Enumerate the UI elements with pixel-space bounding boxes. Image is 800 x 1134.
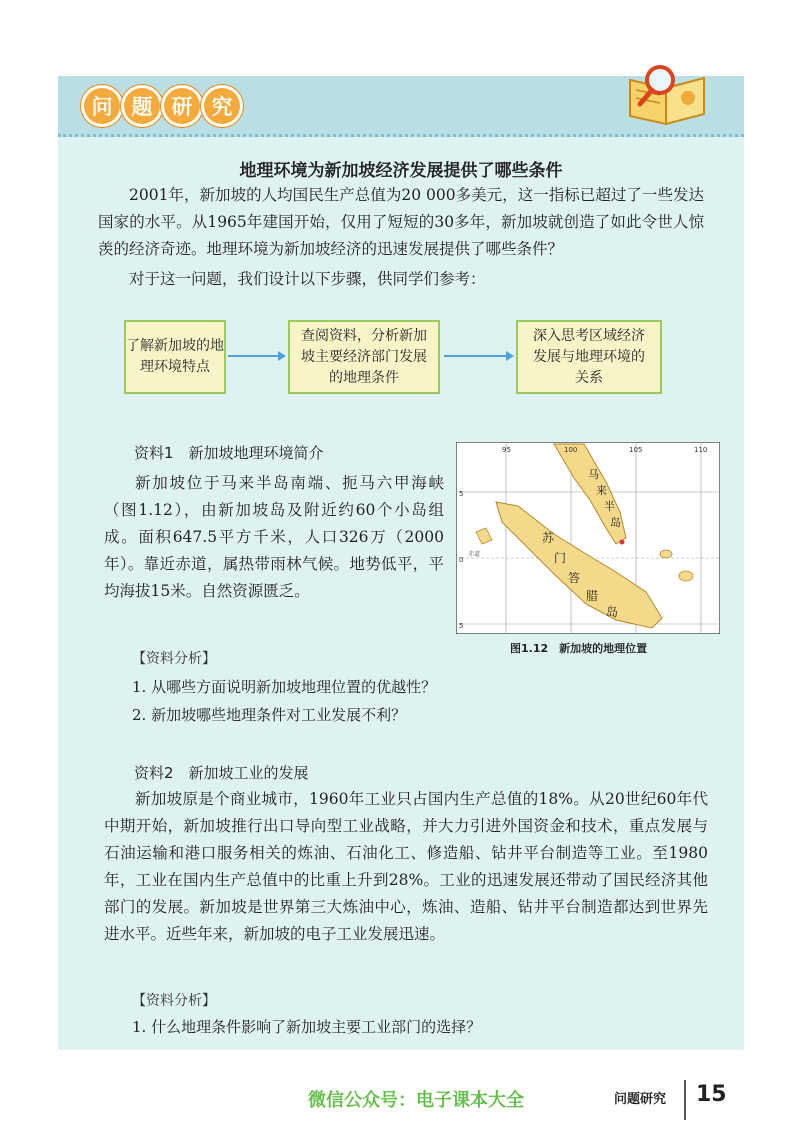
banner-char: 问 bbox=[84, 88, 120, 124]
map-lat-label: 5 bbox=[459, 622, 464, 630]
material1-analysis-tag: 【资料分析】 bbox=[132, 651, 216, 667]
flow-step-3: 深入思考区域经济发展与地理环境的关系 bbox=[516, 320, 662, 394]
page-number: 15 bbox=[696, 1082, 727, 1107]
flow-step-2: 查阅资料，分析新加坡主要经济部门发展的地理条件 bbox=[288, 320, 440, 394]
map-place-label: 苏 bbox=[542, 531, 555, 545]
material2-title: 资料2 新加坡工业的发展 bbox=[134, 764, 309, 782]
map-caption: 图1.12 新加坡的地理位置 bbox=[510, 642, 648, 655]
map-lat-label: 0 bbox=[459, 556, 464, 564]
singapore-location-map bbox=[456, 442, 720, 634]
banner-char: 研 bbox=[164, 88, 200, 124]
intro-steps-text: 对于这一问题，我们设计以下步骤，供同学们参考： bbox=[129, 270, 486, 288]
flow-arrow-icon bbox=[442, 348, 516, 364]
material1-question-1: 1. 从哪些方面说明新加坡地理位置的优越性？ bbox=[132, 678, 437, 696]
map-lon-label: 95 bbox=[502, 446, 511, 454]
book-magnifier-icon bbox=[626, 62, 708, 128]
flow-arrow-icon bbox=[226, 348, 288, 364]
map-place-label: 腊 bbox=[586, 589, 599, 603]
map-place-label: 岛 bbox=[610, 516, 621, 529]
map-place-label: 来 bbox=[596, 484, 607, 497]
map-place-label: 门 bbox=[554, 551, 567, 565]
watermark-text: 微信公众号：电子课本大全 bbox=[308, 1090, 524, 1111]
material1-question-2: 2. 新加坡哪些地理条件对工业发展不利？ bbox=[132, 706, 407, 724]
material2-question-1: 1. 什么地理条件影响了新加坡主要工业部门的选择？ bbox=[132, 1018, 482, 1036]
map-place-label: 马 bbox=[588, 468, 599, 481]
map-place-label: 半 bbox=[604, 500, 615, 513]
material1-text: 新加坡位于马来半岛南端、扼马六甲海峡（图1.12），由新加坡岛及附近约60个小岛组成。面积647.5平方千米，人口326万（2000年）。靠近赤道，属热带雨林气候。地势低平，平均海拔15米。自然资源匮乏。 bbox=[104, 474, 444, 600]
map-place-label: 答 bbox=[568, 571, 581, 585]
material2-analysis-tag: 【资料分析】 bbox=[132, 993, 216, 1009]
map-lon-label: 110 bbox=[694, 446, 708, 454]
flow-step-1: 了解新加坡的地理环境特点 bbox=[124, 320, 226, 394]
map-lon-label: 105 bbox=[629, 446, 643, 454]
material2-text: 新加坡原是个商业城市，1960年工业只占国内生产总值的18%。从20世纪60年代中期开始，新加坡推行出口导向型工业战略，并大力引进外国资金和技术，重点发展与石油运输和港口服务相关的炼油、石油化工、修造船、钻井平台制造等工业。至1980年，工业在国内生产总值中的比重上升到28%。工业的迅速发展还带动了国民经济其他部门的发展。新加坡是世界第三大炼油中心，炼油、造船、钻井平台制造都达到世界先进水平。近些年来，新加坡的电子工业发展迅速。 bbox=[104, 790, 708, 943]
map-lon-label: 100 bbox=[564, 446, 578, 454]
banner-char: 究 bbox=[204, 88, 240, 124]
footer-divider bbox=[684, 1080, 686, 1120]
material1-title: 资料1 新加坡地理环境简介 bbox=[134, 444, 324, 462]
map-equator-label: 赤道 bbox=[468, 551, 481, 558]
footer-section-name: 问题研究 bbox=[614, 1092, 667, 1107]
map-lat-label: 5 bbox=[459, 490, 464, 498]
banner-title bbox=[84, 88, 240, 124]
banner-char: 题 bbox=[124, 88, 160, 124]
map-place-label: 岛 bbox=[606, 605, 619, 619]
problem-heading: 地理环境为新加坡经济发展提供了哪些条件 bbox=[239, 161, 563, 181]
intro-paragraph: 2001年，新加坡的人均国民生产总值为20 000多美元，这一指标已超过了一些发达国家的水平。从1965年建国开始，仅用了短短的30多年，新加坡就创造了如此令世人惊羡的经济奇迹。地理环境为新加坡经济的迅速发展提供了哪些条件？ bbox=[98, 186, 704, 258]
